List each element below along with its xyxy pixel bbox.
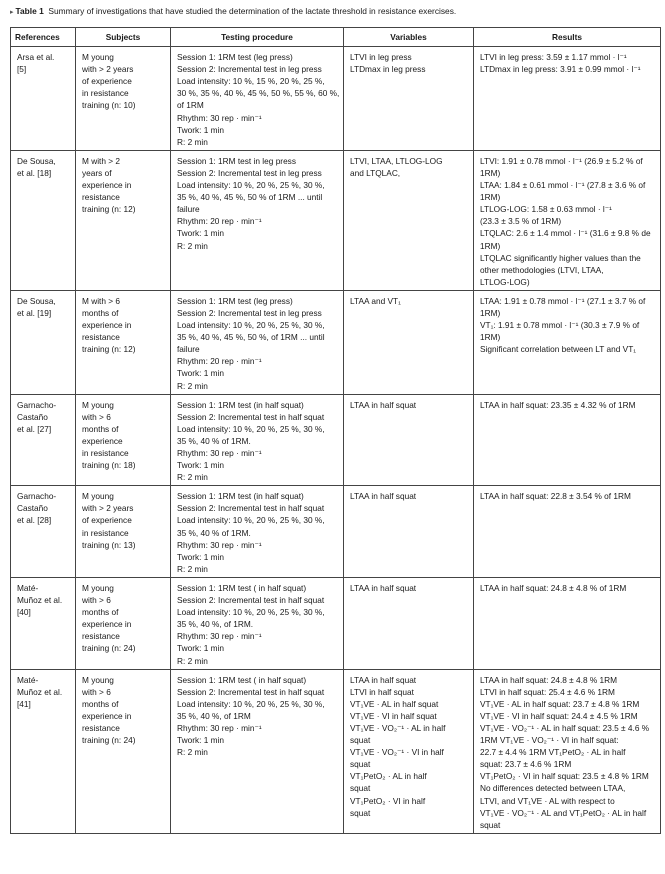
cell-line: experience in [82,320,132,331]
cell-line: Rhythm: 30 rep · min⁻¹ [177,631,262,642]
variables-cell [344,47,474,151]
cell-line: LTQLAC significantly higher values than the [480,252,641,263]
cell-line: LTAA in half squat [350,399,417,410]
cell-line: other methodologies (LTVI, LTAA, [480,264,604,275]
cell-line: LTAA in half squat [350,491,417,502]
cell-line: months of [82,698,119,709]
cell-line: Garnacho- [17,399,57,410]
cell-line: et al. [28] [17,515,52,526]
cell-line: VT₁VE · VO₂⁻¹ · VI in half [350,747,444,758]
cell-line: Rhythm: 20 rep · min⁻¹ [177,216,262,227]
cell-line: 1RM) [480,332,501,343]
procedure-cell [171,290,344,394]
cell-line: experience in [82,619,132,630]
cell-line: Twork: 1 min [177,551,225,562]
reference-cell [11,394,76,486]
cell-line: squat [480,819,501,830]
cell-line: resistance [82,192,120,203]
cell-line: Load intensity: 10 %, 20 %, 25 %, 30 %, [177,515,325,526]
cell-line: Session 2: Incremental test in leg press [177,64,322,75]
cell-line: 35 %, 40 %, 45 %, 50 % of 1RM ... until [177,192,323,203]
cell-line: Muñoz et al. [17,595,63,606]
cell-line: (23.3 ± 3.5 % of 1RM) [480,216,562,227]
cell-line: VT₁VE · VI in half squat [350,710,437,721]
subjects-cell [76,486,171,578]
cell-line: Rhythm: 30 rep · min⁻¹ [177,722,262,733]
cell-line: LTVI, LTAA, LTLOG-LOG [350,155,443,166]
cell-line: 22.7 ± 4.4 % 1RM VT₁PetO₂ · AL in half [480,747,626,758]
cell-line: with > 6 [82,595,111,606]
cell-line: with > 2 years [82,64,134,75]
cell-line: 1RM) [480,240,501,251]
cell-line: Garnacho- [17,491,57,502]
subjects-cell [76,47,171,151]
cell-line: Session 2: Incremental test in half squat [177,686,325,697]
cell-line: of experience [82,76,132,87]
cell-line: et al. [18] [17,167,52,178]
procedure-cell [171,486,344,578]
table-row [11,394,661,486]
table-row [11,47,661,151]
cell-line: VT₁VE · VI in half squat: 24.4 ± 4.5 % 1RM [480,710,638,721]
table-label: Table 1 [15,6,44,16]
cell-line: resistance [82,631,120,642]
header-variables: Variables [344,28,474,47]
cell-line: LTAA in half squat: 23.35 ± 4.32 % of 1RM [480,399,636,410]
header-results: Results [474,28,661,47]
cell-line: Maté- [17,582,39,593]
cell-line: M young [82,674,114,685]
subjects-cell [76,150,171,290]
caption-text: Summary of investigations that have studied the determination of the lactate threshold in resistance exercises. [48,6,457,16]
variables-cell [344,669,474,833]
cell-line: Session 2: Incremental test in half squat [177,411,325,422]
cell-line: training (n: 24) [82,643,136,654]
cell-line: training (n: 12) [82,204,136,215]
cell-line: LTAA and VT₁ [350,295,401,306]
procedure-cell [171,150,344,290]
cell-line: resistance [82,332,120,343]
variables-cell [344,150,474,290]
cell-line: training (n: 18) [82,460,136,471]
table-caption [10,5,456,19]
table-row [11,577,661,669]
cell-line: LTDmax in leg press [350,64,426,75]
cell-line: LTVI: 1.91 ± 0.78 mmol · l⁻¹ (26.9 ± 5.2 % of [480,155,643,166]
cell-line: Twork: 1 min [177,735,225,746]
cell-line: 35 %, 40 % of 1RM. [177,527,251,538]
procedure-cell [171,47,344,151]
cell-line: in resistance [82,448,129,458]
cell-line: VT₁: 1.91 ± 0.78 mmol · l⁻¹ (30.3 ± 7.9 % of [480,320,640,331]
table-row [11,290,661,394]
cell-line: M with > 6 [82,295,121,306]
cell-line: Session 1: 1RM test (in half squat) [177,399,304,410]
variables-cell [344,394,474,486]
cell-line: months of [82,307,119,318]
subjects-cell [76,290,171,394]
cell-line: 35 %, 40 %, 45 %, 50 %, of 1RM ... until [177,332,325,343]
cell-line: Session 2: Incremental test in leg press [177,307,322,318]
header-row [11,28,661,47]
cell-line: R: 2 min [177,472,208,483]
cell-line: Twork: 1 min [177,228,225,239]
cell-line: Load intensity: 10 %, 20 %, 25 %, 30 %, [177,607,325,618]
results-cell [474,150,661,290]
header-references: References [11,28,76,47]
cell-line: Session 2: Incremental test in half squat [177,595,325,606]
cell-line: LTVI in leg press: 3.59 ± 1.17 mmol · l⁻¹ [480,52,627,63]
reference-cell [11,486,76,578]
cell-line: LTAA in half squat: 22.8 ± 3.54 % of 1RM [480,491,631,502]
cell-line: VT₁PetO₂ · VI in half [350,795,426,806]
cell-line: squat: 23.7 ± 4.6 % 1RM [480,759,572,770]
cell-line: Maté- [17,674,39,685]
cell-line: resistance [82,722,120,733]
cell-line: squat [350,735,371,746]
cell-line: et al. [19] [17,307,52,318]
cell-line: 1RM) [480,167,501,178]
cell-line: experience in [82,710,132,721]
header-testing-procedure: Testing procedure [171,28,344,47]
cell-line: VT₁VE · AL in half squat: 23.7 ± 4.8 % 1RM [480,698,640,709]
cell-line: Session 1: 1RM test (leg press) [177,52,293,63]
cell-line: Load intensity: 10 %, 20 %, 25 %, 30 %, [177,320,325,331]
results-cell [474,669,661,833]
summary-table [10,27,661,834]
subjects-cell [76,669,171,833]
cell-line: et al. [27] [17,423,52,434]
cell-line: LTAA in half squat [350,582,417,593]
cell-line: Arsa et al. [17,52,55,63]
cell-line: De Sousa, [17,155,56,166]
cell-line: squat [350,807,371,818]
cell-line: Session 2: Incremental test in half squat [177,503,325,514]
cell-line: of 1RM [177,100,204,111]
cell-line: training (n: 12) [82,344,136,355]
reference-cell [11,577,76,669]
cell-line: R: 2 min [177,563,208,574]
cell-line: Rhythm: 30 rep · min⁻¹ [177,448,262,458]
cell-line: squat [350,783,371,794]
variables-cell [344,290,474,394]
cell-line: LTVI, and VT₁VE · AL with respect to [480,795,615,806]
cell-line: LTVI in half squat [350,686,414,697]
reference-cell [11,47,76,151]
cell-line: De Sousa, [17,295,56,306]
cell-line: Session 1: 1RM test in leg press [177,155,296,166]
cell-line: with > 2 years [82,503,134,514]
cell-line: Castaño [17,411,48,422]
cell-line: Twork: 1 min [177,368,225,379]
cell-line: VT₁PetO₂ · VI in half squat: 23.5 ± 4.8 % 1RM [480,771,649,782]
table-row [11,150,661,290]
cell-line: squat [350,759,371,770]
results-cell [474,47,661,151]
cell-line: Session 1: 1RM test ( in half squat) [177,674,307,685]
cell-line: [40] [17,607,31,618]
cell-line: years of [82,167,112,178]
cell-line: of experience [82,515,132,526]
cell-line: Twork: 1 min [177,460,225,471]
table-row [11,669,661,833]
cell-line: Session 1: 1RM test (leg press) [177,295,293,306]
cell-line: VT₁PetO₂ · AL in half [350,771,427,782]
cell-line: R: 2 min [177,747,208,758]
cell-line: 1RM) [480,307,501,318]
cell-line: No differences detected between LTAA, [480,783,626,794]
variables-cell [344,486,474,578]
cell-line: training (n: 10) [82,100,136,111]
cell-line: Twork: 1 min [177,124,225,135]
cell-line: Rhythm: 30 rep · min⁻¹ [177,112,262,123]
cell-line: experience in [82,180,132,191]
reference-cell [11,290,76,394]
cell-line: R: 2 min [177,240,208,251]
cell-line: R: 2 min [177,136,208,147]
cell-line: LTAA in half squat: 24.8 ± 4.8 % 1RM [480,674,618,685]
cell-line: Twork: 1 min [177,643,225,654]
cell-line: months of [82,607,119,618]
cell-line: VT₁VE · AL in half squat [350,698,439,709]
results-cell [474,394,661,486]
cell-line: Muñoz et al. [17,686,63,697]
cell-line: LTLOG-LOG: 1.58 ± 0.63 mmol · l⁻¹ [480,204,612,215]
cell-line: 35 %, 40 %, of 1RM [177,710,251,721]
cell-line: 1RM) [480,192,501,203]
variables-cell [344,577,474,669]
cell-line: LTLOG-LOG) [480,276,530,287]
cell-line: M young [82,582,114,593]
cell-line: M young [82,491,114,502]
cell-line: VT₁VE · VO₂⁻¹ · AL in half squat: 23.5 ± 4.6 % [480,722,650,733]
cell-line: R: 2 min [177,380,208,391]
cell-line: Rhythm: 20 rep · min⁻¹ [177,356,262,367]
cell-line: R: 2 min [177,655,208,666]
cell-line: Load intensity: 10 %, 15 %, 20 %, 25 %, [177,76,325,87]
cell-line: LTDmax in leg press: 3.91 ± 0.99 mmol · l⁻¹ [480,64,641,75]
cell-line: LTVI in leg press [350,52,412,63]
cell-line: Rhythm: 30 rep · min⁻¹ [177,539,262,550]
cell-line: in resistance [82,527,129,538]
cell-line: VT₁VE · VO₂⁻¹ · AL in half [350,722,446,733]
cell-line: LTQLAC: 2.6 ± 1.4 mmol · l⁻¹ (31.6 ± 9.8 % de [480,228,651,239]
cell-line: [41] [17,698,31,709]
cell-line: 30 %, 35 %, 40 %, 45 %, 50 %, 55 %, 60 %, [177,88,340,99]
cell-line: experience [82,435,123,446]
cell-line: 1RM VT₁VE · VO₂⁻¹ · VI in half squat: [480,735,619,746]
cell-line: 35 %, 40 %, of 1RM. [177,619,254,630]
cell-line: M young [82,52,114,63]
cell-line: Castaño [17,503,48,514]
cell-line: failure [177,344,200,355]
cell-line: with > 6 [82,411,111,422]
cell-line: Load intensity: 10 %, 20 %, 25 %, 30 %, [177,423,325,434]
cell-line: months of [82,423,119,434]
cell-line: Session 1: 1RM test ( in half squat) [177,582,307,593]
caption-marker: ▸ [10,9,14,16]
cell-line: [5] [17,64,27,75]
cell-line: LTVI in half squat: 25.4 ± 4.6 % 1RM [480,686,615,697]
cell-line: and LTQLAC, [350,167,401,178]
table-body [11,47,661,834]
cell-line: LTAA: 1.91 ± 0.78 mmol · l⁻¹ (27.1 ± 3.7 % of [480,295,646,306]
cell-line: 35 %, 40 % of 1RM. [177,435,251,446]
results-cell [474,577,661,669]
cell-line: LTAA in half squat [350,674,417,685]
cell-line: Significant correlation between LT and VT₁ [480,344,637,355]
cell-line: M young [82,399,114,410]
cell-line: Load intensity: 10 %, 20 %, 25 %, 30 %, [177,698,325,709]
table-row [11,486,661,578]
cell-line: Session 2: Incremental test in leg press [177,167,322,178]
procedure-cell [171,669,344,833]
cell-line: with > 6 [82,686,111,697]
header-subjects: Subjects [76,28,171,47]
results-cell [474,486,661,578]
subjects-cell [76,577,171,669]
cell-line: Load intensity: 10 %, 20 %, 25 %, 30 %, [177,180,325,191]
cell-line: failure [177,204,200,215]
cell-line: training (n: 24) [82,735,136,746]
cell-line: VT₁VE · VO₂⁻¹ · AL and VT₁PetO₂ · AL in half [480,807,647,818]
cell-line: LTAA in half squat: 24.8 ± 4.8 % of 1RM [480,582,627,593]
cell-line: training (n: 13) [82,539,136,550]
cell-line: in resistance [82,88,129,99]
reference-cell [11,669,76,833]
results-cell [474,290,661,394]
cell-line: M with > 2 [82,155,121,166]
subjects-cell [76,394,171,486]
reference-cell [11,150,76,290]
cell-line: LTAA: 1.84 ± 0.61 mmol · l⁻¹ (27.8 ± 3.6 % of [480,180,646,191]
procedure-cell [171,577,344,669]
procedure-cell [171,394,344,486]
cell-line: Session 1: 1RM test (in half squat) [177,491,304,502]
